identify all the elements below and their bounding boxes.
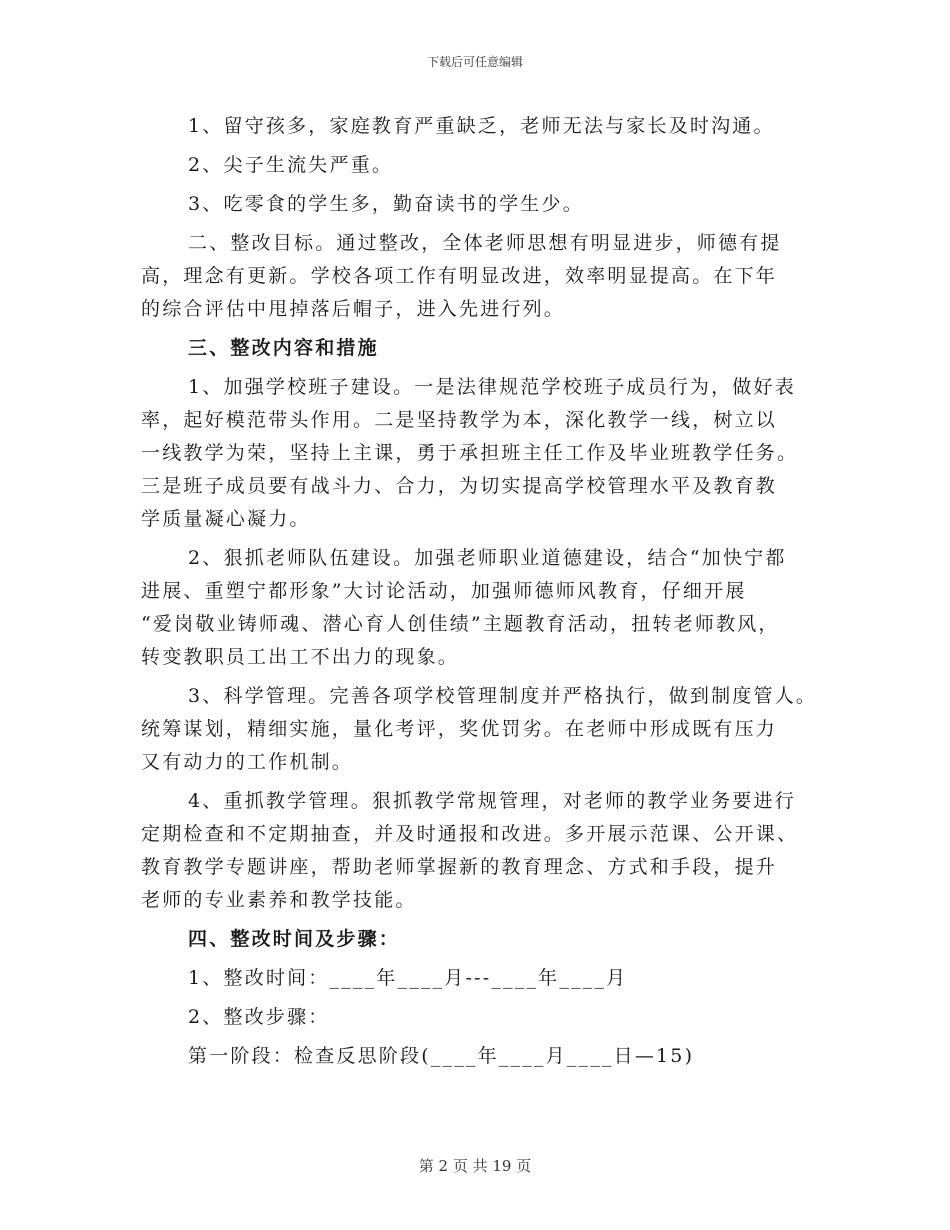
text-line: 2、整改步骤： xyxy=(188,1006,330,1028)
text-line: “爱岗敬业铸师魂、潜心育人创佳绩”主题教育活动，扭转老师教风， xyxy=(141,613,780,635)
text-line: 教育教学专题讲座，帮助老师掌握新的教育理念、方式和手段，提升 xyxy=(141,856,778,878)
text-line: 三是班子成员要有战斗力、合力，为切实提高学校管理水平及教育教 xyxy=(141,475,778,497)
page-header: 下载后可任意编辑 xyxy=(426,55,523,69)
page-footer: 第 2 页 共 19 页 xyxy=(418,1157,532,1175)
text-line: 第一阶段：检查反思阶段(____年____月____日—15) xyxy=(188,1045,695,1067)
text-line: 进展、重塑宁都形象”大讨论活动，加强师德师风教育，仔细开展 xyxy=(141,580,747,602)
text-line: 2、狠抓老师队伍建设。加强老师职业道德建设，结合“加快宁都 xyxy=(188,547,787,569)
text-line: 的综合评估中甩掉落后帽子，进入先进行列。 xyxy=(141,298,566,320)
text-line: 1、留守孩多，家庭教育严重缺乏，老师无法与家长及时沟通。 xyxy=(188,115,775,137)
text-line: 3、吃零食的学生多，勤奋读书的学生少。 xyxy=(188,193,584,215)
text-line: 学质量凝心凝力。 xyxy=(141,508,311,530)
text-line: 四、整改时间及步骤： xyxy=(188,928,401,950)
text-line: 一线教学为荣，坚持上主课，勇于承担班主任工作及毕业班教学任务。 xyxy=(141,442,799,464)
document-body xyxy=(141,110,821,1073)
text-line: 三、整改内容和措施 xyxy=(188,337,379,359)
text-line: 3、科学管理。完善各项学校管理制度并严格执行，做到制度管人。 xyxy=(188,685,818,707)
text-line: 统筹谋划，精细实施，量化考评，奖优罚劣。在老师中形成既有压力 xyxy=(141,718,778,740)
text-line: 转变教职员工出工不出力的现象。 xyxy=(141,646,460,668)
text-line: 老师的专业素养和教学技能。 xyxy=(141,889,417,911)
text-line: 定期检查和不定期抽查，并及时通报和改进。多开展示范课、公开课、 xyxy=(141,823,799,845)
text-line: 率，起好模范带头作用。二是坚持教学为本，深化教学一线，树立以 xyxy=(141,409,778,431)
text-line: 2、尖子生流失严重。 xyxy=(188,154,394,176)
text-line: 高，理念有更新。学校各项工作有明显改进，效率明显提高。在下年 xyxy=(141,265,778,287)
text-line: 1、整改时间：____年____月---____年____月 xyxy=(188,967,628,989)
text-line: 4、重抓教学管理。狠抓教学常规管理，对老师的教学业务要进行 xyxy=(188,790,796,812)
text-line: 又有动力的工作机制。 xyxy=(141,751,354,773)
text-line: 二、整改目标。通过整改，全体老师思想有明显进步，师德有提 xyxy=(188,232,782,254)
text-line: 1、加强学校班子建设。一是法律规范学校班子成员行为，做好表 xyxy=(188,376,796,398)
